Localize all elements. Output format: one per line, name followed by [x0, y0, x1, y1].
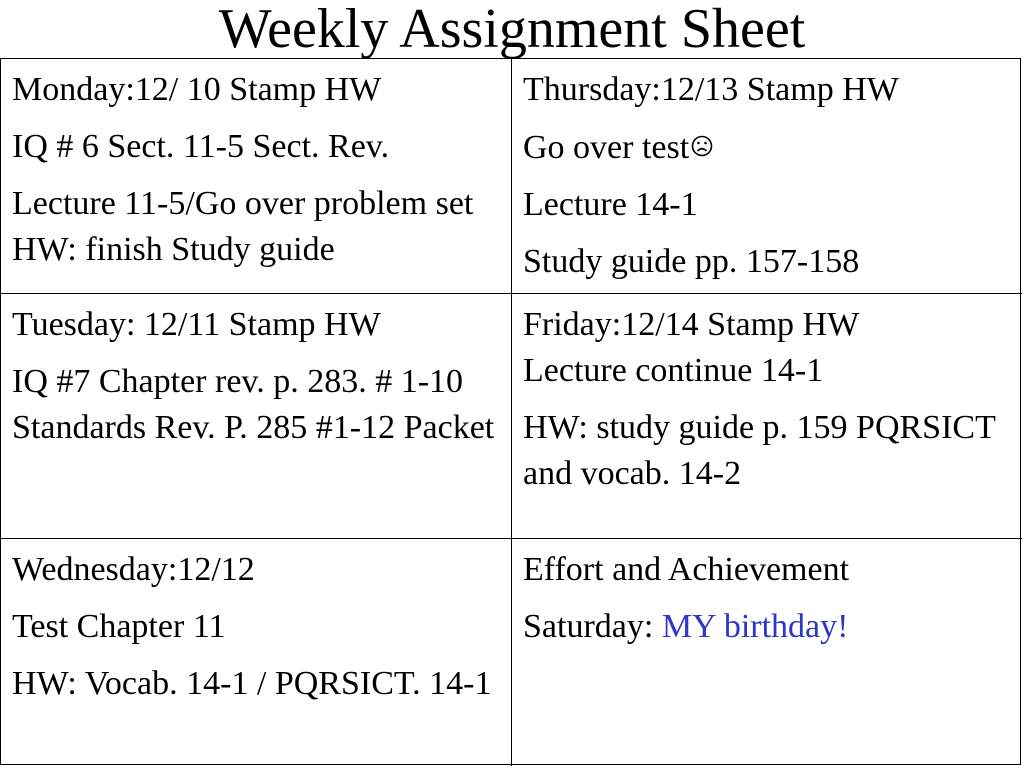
thursday-line-2: Lecture 14-1: [523, 186, 698, 223]
thursday-heading: Thursday:12/13 Stamp HW: [523, 71, 899, 108]
friday-line-2: HW: study guide p. 159 PQRSICT and vocab. 14-2: [523, 409, 996, 492]
monday-heading: Monday:12/ 10 Stamp HW: [12, 71, 382, 108]
saturday-cell: [512, 539, 1022, 766]
tuesday-cell: [1, 294, 512, 539]
monday-line-1: IQ # 6 Sect. 11-5 Sect. Rev.: [12, 128, 390, 165]
wednesday-cell: [1, 539, 512, 766]
monday-line-2: Lecture 11-5/Go over problem set HW: finish Study guide: [12, 185, 474, 268]
thursday-line-3: Study guide pp. 157-158: [523, 243, 860, 280]
birthday-highlight: MY birthday!: [661, 608, 849, 645]
monday-cell: [1, 59, 512, 294]
tuesday-line-1: IQ #7 Chapter rev. p. 283. # 1-10 Standards Rev. P. 285 #1-12 Packet: [12, 363, 495, 446]
wednesday-line-1: Test Chapter 11: [12, 608, 226, 645]
saturday-line: [523, 604, 1012, 650]
tuesday-heading: Tuesday: 12/11 Stamp HW: [12, 306, 381, 343]
saturday-label: Saturday:: [523, 608, 662, 645]
wednesday-heading: Wednesday:12/12: [12, 551, 255, 588]
thursday-line-1-text: Go over test: [523, 129, 690, 166]
friday-line-1: Lecture continue 14-1: [523, 352, 824, 389]
assignment-table: [0, 58, 1021, 765]
page-title: Weekly Assignment Sheet: [218, 0, 806, 60]
friday-cell: [512, 294, 1022, 539]
saturday-heading: Effort and Achievement: [523, 551, 850, 588]
thursday-cell: [512, 59, 1022, 294]
frown-icon: [691, 124, 713, 146]
friday-heading: Friday:12/14 Stamp HW: [523, 306, 860, 343]
thursday-line-1: [523, 124, 1012, 171]
wednesday-line-2: HW: Vocab. 14-1 / PQRSICT. 14-1: [12, 665, 492, 702]
